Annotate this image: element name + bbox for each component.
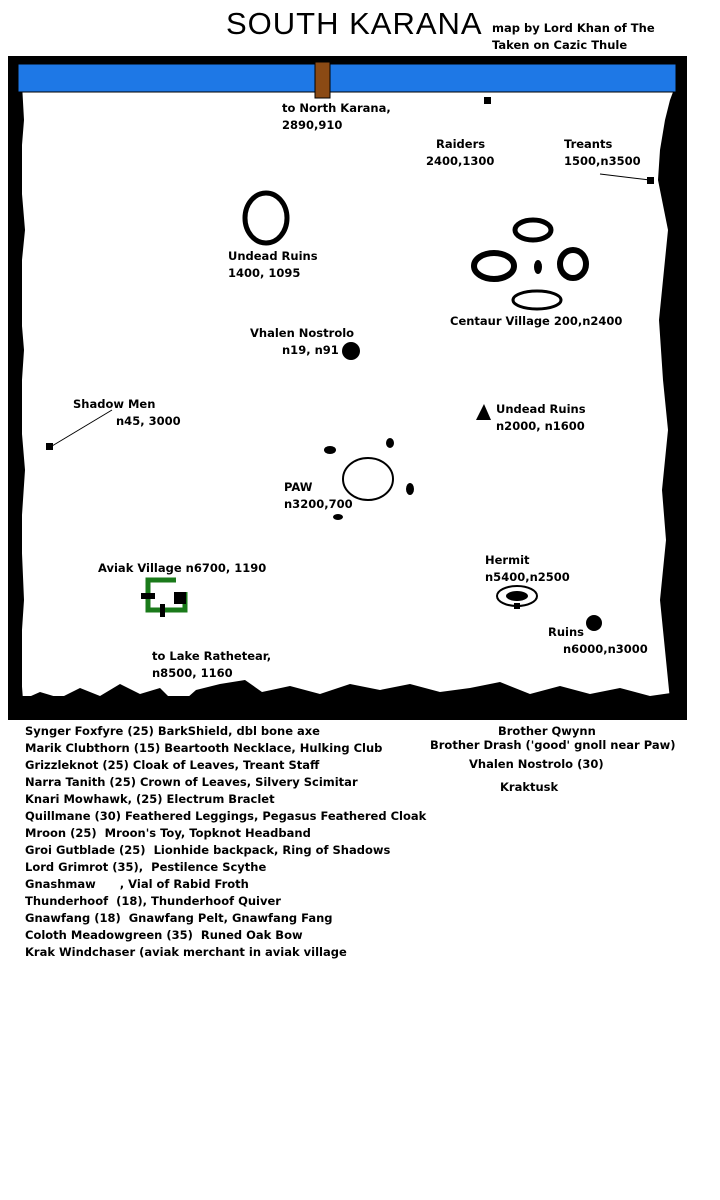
paw-label: [284, 479, 353, 513]
list-item: Lord Grimrot (35), Pestilence Scythe: [25, 860, 267, 874]
treants-label: [564, 136, 641, 170]
list-item: Narra Tanith (25) Crown of Leaves, Silvery Scimitar: [25, 775, 358, 789]
brother-qwynn-text: Brother Qwynn: [498, 724, 596, 738]
lake-rathetear-label: [152, 648, 271, 682]
hermit-coords: n5400,n2500: [485, 570, 570, 584]
list-item: Synger Foxfyre (25) BarkShield, dbl bone axe: [25, 724, 320, 738]
aviak-hut-2: [174, 592, 186, 604]
ruins-name: Ruins: [548, 625, 585, 639]
hermit-name: Hermit: [485, 553, 530, 567]
hermit-label: [485, 552, 570, 586]
raiders-label: [426, 136, 494, 170]
north-karana-coords: 2890,910: [282, 118, 343, 132]
paw-coords: n3200,700: [284, 497, 353, 511]
aviak-village-label: [98, 560, 266, 577]
paw-name: PAW: [284, 480, 313, 494]
map-title: SOUTH KARANA: [226, 6, 483, 41]
undead-ruins-1-coords: 1400, 1095: [228, 266, 301, 280]
centaur-village-name: Centaur Village 200,n2400: [450, 314, 623, 328]
treants-coords: 1500,n3500: [564, 154, 641, 168]
credit-line-2: Taken on Cazic Thule: [492, 38, 628, 52]
shadow-men-coords: n45, 3000: [116, 414, 181, 428]
list-item: Krak Windchaser (aviak merchant in aviak village: [25, 945, 347, 959]
list-item: Groi Gutblade (25) Lionhide backpack, Ring of Shadows: [25, 843, 391, 857]
brother-drash-text: Brother Drash ('good' gnoll near Paw): [430, 738, 676, 752]
vhalen-name: Vhalen Nostrolo: [250, 326, 355, 340]
treants-marker: [647, 177, 654, 184]
hermit-door: [514, 603, 520, 609]
treants-name: Treants: [564, 137, 613, 151]
north-river: [18, 64, 676, 92]
vhalen-coords: n19, n91: [282, 343, 339, 357]
list-item: Gnawfang (18) Gnawfang Pelt, Gnawfang Fang: [25, 911, 333, 925]
named-npc-list: [25, 723, 426, 961]
ruins-coords: n6000,n3000: [563, 642, 648, 656]
aviak-village-name: Aviak Village n6700, 1190: [98, 561, 267, 575]
north-karana-road: [315, 62, 330, 98]
list-item: Marik Clubthorn (15) Beartooth Necklace, Hulking Club: [25, 741, 383, 755]
paw-rock-2: [386, 438, 394, 448]
lake-rathetear-coords: n8500, 1160: [152, 666, 233, 680]
list-item: Knari Mowhawk, (25) Electrum Braclet: [25, 792, 275, 806]
north-karana-label: [282, 100, 391, 134]
hermit-hut: [506, 591, 528, 601]
north-karana-name: to North Karana,: [282, 101, 391, 115]
list-item: Mroon (25) Mroon's Toy, Topknot Headband: [25, 826, 311, 840]
centaur-center: [534, 260, 542, 274]
vhalen-npc-text: Vhalen Nostrolo (30): [469, 757, 604, 771]
undead-ruins-1-label: [228, 248, 318, 282]
shadow-men-marker: [46, 443, 53, 450]
undead-ruins-2-coords: n2000, n1600: [496, 419, 585, 433]
aviak-hut-1: [141, 593, 155, 599]
list-item: Coloth Meadowgreen (35) Runed Oak Bow: [25, 928, 303, 942]
paw-rock-1: [324, 446, 336, 454]
vhalen-label: [250, 325, 354, 359]
list-item: Quillmane (30) Feathered Leggings, Pegasus Feathered Cloak: [25, 809, 427, 823]
list-item: Gnashmaw , Vial of Rabid Froth: [25, 877, 249, 891]
ruins-label: [548, 624, 648, 658]
lake-rathetear-name: to Lake Rathetear,: [152, 649, 272, 663]
map-interior: [22, 84, 678, 696]
kraktusk-text: Kraktusk: [500, 780, 559, 794]
list-item: Thunderhoof (18), Thunderhoof Quiver: [25, 894, 281, 908]
paw-rock-3: [406, 483, 414, 495]
credit-line-1: map by Lord Khan of The: [492, 21, 655, 35]
shadow-men-label: [73, 396, 181, 430]
aviak-hut-3: [160, 604, 165, 617]
raiders-coords: 2400,1300: [426, 154, 495, 168]
raiders-marker: [484, 97, 491, 104]
shadow-men-name: Shadow Men: [73, 397, 156, 411]
centaur-village-label: [450, 313, 622, 330]
paw-rock-4: [333, 514, 343, 520]
undead-ruins-1-name: Undead Ruins: [228, 249, 318, 263]
undead-ruins-2-name: Undead Ruins: [496, 402, 586, 416]
undead-ruins-2-label: [496, 401, 586, 435]
list-item: Grizzleknot (25) Cloak of Leaves, Treant Staff: [25, 758, 320, 772]
raiders-name: Raiders: [436, 137, 486, 151]
